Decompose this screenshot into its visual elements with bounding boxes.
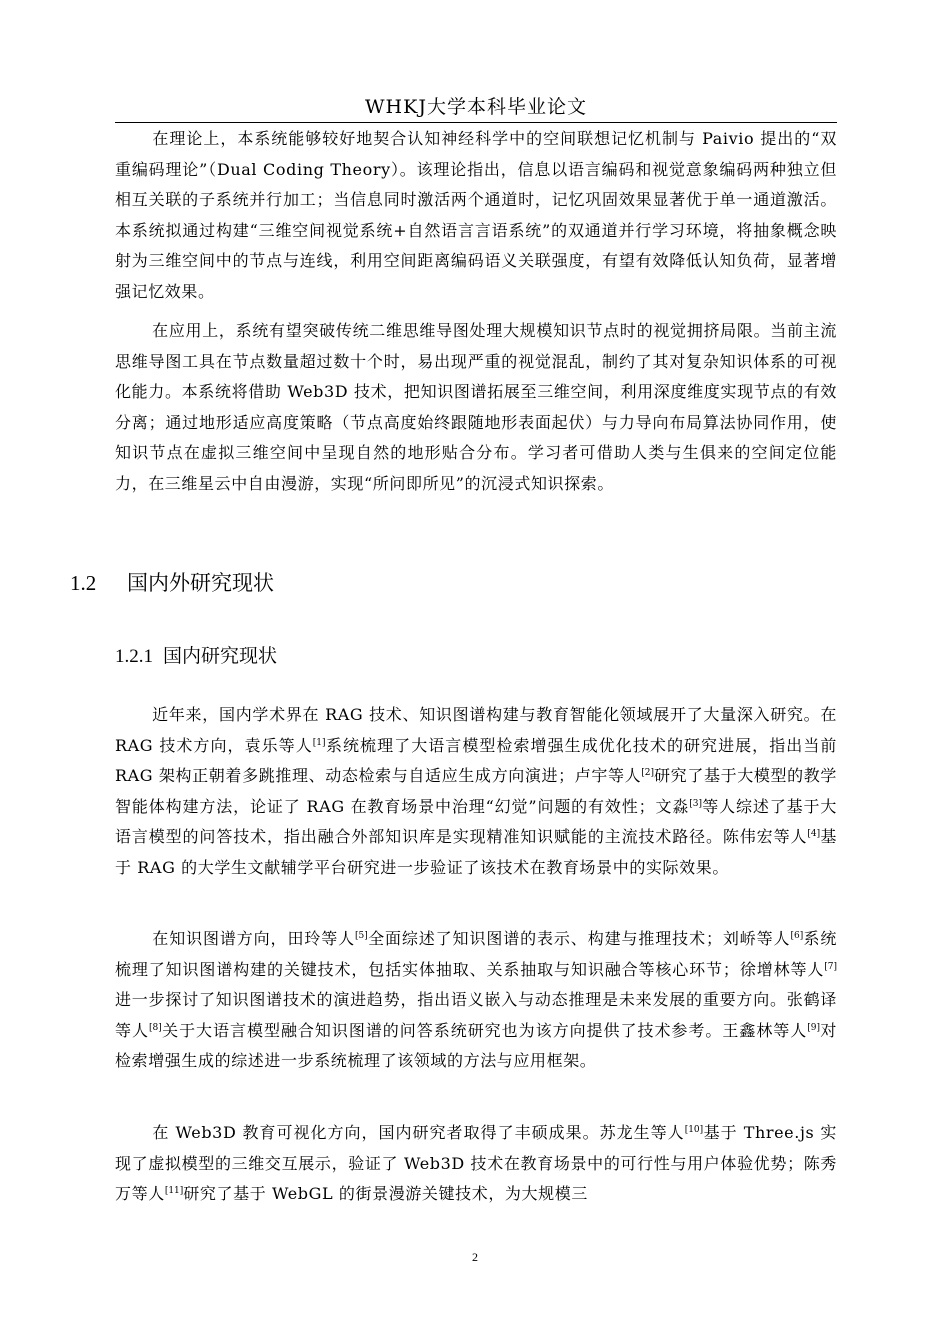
citation-ref[interactable]: [11] <box>164 1186 184 1196</box>
text-run: 基于 Three.js 实现了虚拟模型的三维交互展示，验证了 Web3D 技术在教育场景中的可行性与用户体验优势；陈秀万等人 <box>115 1123 838 1203</box>
paragraph-web3d <box>115 1118 837 1210</box>
text-run: 在 Web3D 教育可视化方向，国内研究者取得了丰硕成果。苏龙生等人 <box>152 1123 685 1142</box>
running-header: WHKJ大学本科毕业论文 <box>365 96 587 118</box>
text-run: 研究了基于大模型的教学智能体构建方法，论证了 RAG 在教育场景中治理“幻觉”问题的有效性；文淼 <box>115 766 837 816</box>
paragraph-theory-text: 在理论上，本系统能够较好地契合认知神经科学中的空间联想记忆机制与 Paivio 提出的“双重编码理论”（Dual Coding Theory）。该理论指出，信息以语言编码和视觉意象编码两种独立但相互关联的子系统并行加工；当信息同时激活两个通道时，记忆巩固效果显著优于单一通道激活。本系统拟通过构建“三维空间视觉系统+自然语言言语系统”的双通道并行学习环境，将抽象概念映射为三维空间中的节点与连线，利用空间距离编码语义关联强度，有望有效降低认知负荷，显著增强记忆效果。 <box>115 129 837 301</box>
paragraph-rag <box>115 700 837 883</box>
text-run: 进一步探讨了知识图谱技术的演进趋势，指出语义嵌入与动态推理是未来发展的重要方向。张鹤译等人 <box>115 990 837 1040</box>
text-run: 在知识图谱方向，田玲等人 <box>152 929 356 948</box>
citation-ref[interactable]: [10] <box>684 1125 704 1135</box>
text-run: 对检索增强生成的综述进一步系统梳理了该领域的方法与应用框架。 <box>115 1020 837 1070</box>
citation-ref[interactable]: [2] <box>641 768 655 778</box>
subsection-number: 1.2.1 <box>115 646 153 667</box>
citation-ref[interactable]: [8] <box>148 1022 162 1033</box>
citation-ref[interactable]: [9] <box>807 1022 821 1033</box>
citation-ref[interactable]: [4] <box>807 829 821 839</box>
citation-ref[interactable]: [5] <box>355 931 368 941</box>
page-number: 2 <box>472 1250 478 1264</box>
section-heading <box>70 568 274 598</box>
subsection-title: 国内研究现状 <box>163 645 278 667</box>
text-run: 全面综述了知识图谱的表示、构建与推理技术；刘峤等人 <box>367 929 791 948</box>
text-run: 基于 RAG 的大学生文献辅学平台研究进一步验证了该技术在教育场景中的实际效果。 <box>115 827 837 877</box>
citation-ref[interactable]: [7] <box>824 961 837 972</box>
section-number: 1.2 <box>70 571 97 595</box>
citation-ref[interactable]: [1] <box>312 737 326 748</box>
text-run: 等人综述了基于大语言模型的问答技术，指出融合外部知识库是实现精准知识赋能的主流技术路径。陈伟宏等人 <box>115 796 837 846</box>
paragraph-application-text: 在应用上，系统有望突破传统二维思维导图处理大规模知识节点时的视觉拥挤局限。当前主流思维导图工具在节点数量超过数十个时，易出现严重的视觉混乱，制约了其对复杂知识体系的可视化能力。本系统将借助 Web3D 技术，把知识图谱拓展至三维空间，利用深度维度实现节点的有效分离；通过地形适应高度策略（节点高度始终跟随地形表面起伏）与力导向布局算法协同作用，使知识节点在虚拟三维空间中呈现自然的地形贴合分布。学习者可借助人类与生俱来的空间定位能力，在三维星云中自由漫游，实现“所问即所见”的沉浸式知识探索。 <box>115 321 837 493</box>
section-title: 国内外研究现状 <box>127 571 274 595</box>
header-rule <box>115 122 837 123</box>
text-run: 关于大语言模型融合知识图谱的问答系统研究也为该方向提供了技术参考。王鑫林等人 <box>161 1020 808 1040</box>
paragraph-theory <box>115 124 837 307</box>
paragraph-knowledge-graph <box>115 924 837 1077</box>
text-run: 系统梳理了大语言模型检索增强生成优化技术的研究进展，指出当前 RAG 架构正朝着多跳推理、动态检索与自适应生成方向演进；卢宇等人 <box>115 735 837 785</box>
text-run: 系统梳理了知识图谱构建的关键技术，包括实体抽取、关系抽取与知识融合等核心环节；徐增林等人 <box>115 929 837 979</box>
citation-ref[interactable]: [3] <box>689 798 703 809</box>
subsection-heading <box>115 642 277 671</box>
paragraph-application <box>115 316 837 499</box>
citation-ref[interactable]: [6] <box>790 931 804 941</box>
text-run: 近年来，国内学术界在 RAG 技术、知识图谱构建与教育智能化领域展开了大量深入研究。在 RAG 技术方向，袁乐等人 <box>115 705 837 755</box>
text-run: 研究了基于 WebGL 的街景漫游关键技术，为大规模三 <box>183 1184 588 1203</box>
